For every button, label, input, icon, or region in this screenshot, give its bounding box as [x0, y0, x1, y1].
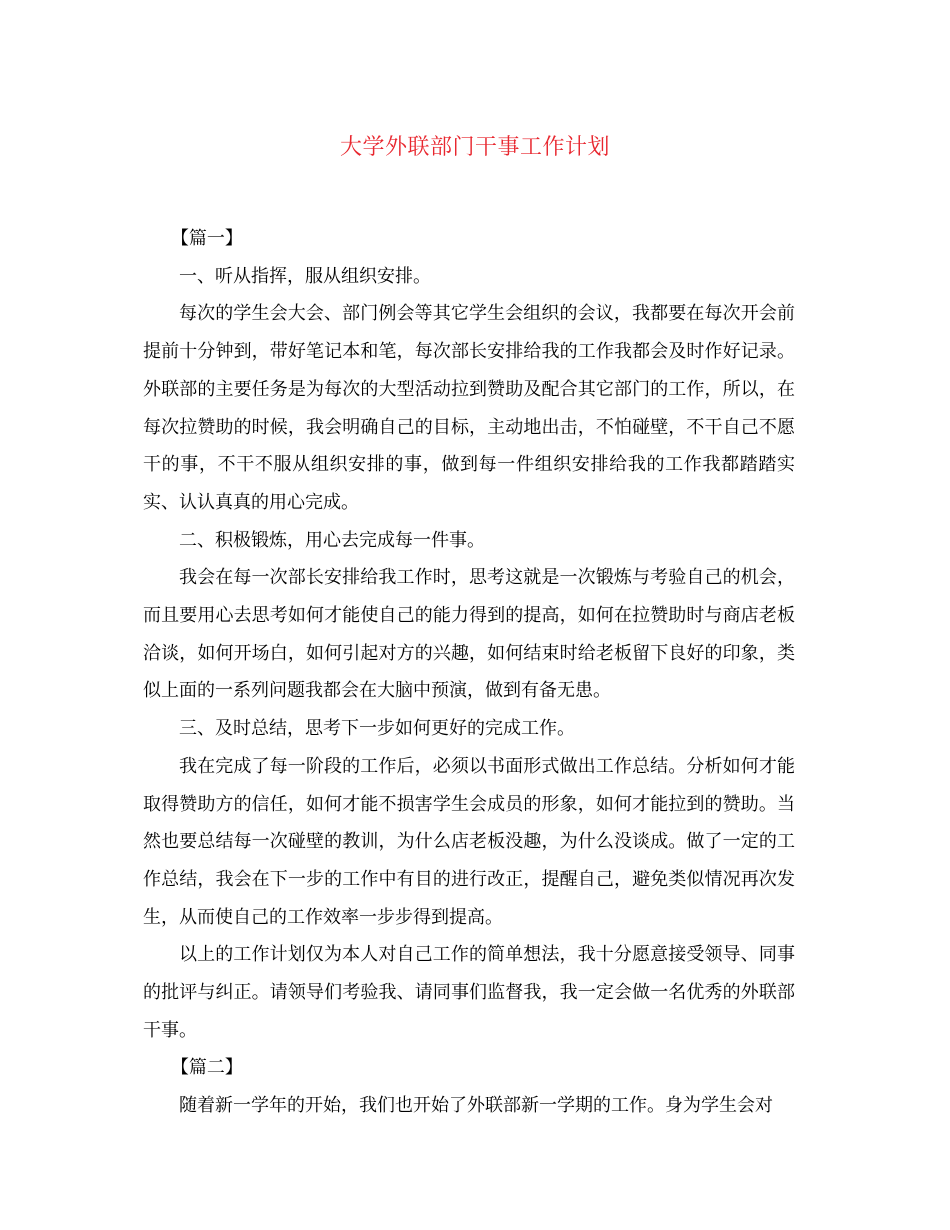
paragraph-body-5: 随着新一学年的开始，我们也开始了外联部新一学期的工作。身为学生会对 — [179, 1095, 773, 1117]
section-heading-1: 【篇一】 — [170, 228, 243, 249]
paragraph-body-4: 以上的工作计划仅为本人对自己工作的简单想法，我十分愿意接受领导、同事的批评与纠正。请领导们考验我、请同事们监督我，我一定会做一名优秀的外联部干事。 — [143, 944, 795, 1041]
paragraph-body-1: 每次的学生会大会、部门例会等其它学生会组织的会议，我都要在每次开会前提前十分钟到，带好笔记本和笔，每次部长安排给我的工作我都会及时作好记录。外联部的主要任务是为每次的大型活动拉到赞助及配合其它部门的工作，所以，在每次拉赞助的时候，我会明确自己的目标，主动地出击，不怕碰壁，不干自己不愿干的事，不干不服从组织安排的事，做到每一件组织安排给我的工作我都踏踏实实、认认真真的用心完成。 — [143, 303, 795, 513]
document-body — [143, 220, 795, 1125]
section-heading-2: 【篇二】 — [170, 1057, 243, 1079]
paragraph-body-2: 我会在每一次部长安排给我工作时，思考这就是一次锻炼与考验自己的机会，而且要用心去思考如何才能使自己的能力得到的提高，如何在拉赞助时与商店老板洽谈，如何开场白，如何引起对方的兴趣，如何结束时给老板留下良好的印象，类似上面的一系列问题我都会在大脑中预演，做到有备无患。 — [143, 567, 795, 702]
paragraph-heading-3: 三、及时总结，思考下一步如何更好的完成工作。 — [179, 718, 575, 740]
paragraph-heading-2: 二、积极锻炼，用心去完成每一件事。 — [179, 529, 485, 551]
paragraph-heading-1: 一、听从指挥，服从组织安排。 — [179, 265, 431, 287]
paragraph-body-3: 我在完成了每一阶段的工作后，必须以书面形式做出工作总结。分析如何才能取得赞助方的信任，如何才能不损害学生会成员的形象，如何才能拉到的赞助。当然也要总结每一次碰壁的教训，为什么店老板没趣，为什么没谈成。做了一定的工作总结，我会在下一步的工作中有目的进行改正，提醒自己，避免类似情况再次发生，从而使自己的工作效率一步步得到提高。 — [143, 755, 795, 928]
document-title: 大学外联部门干事工作计划 — [339, 135, 610, 160]
